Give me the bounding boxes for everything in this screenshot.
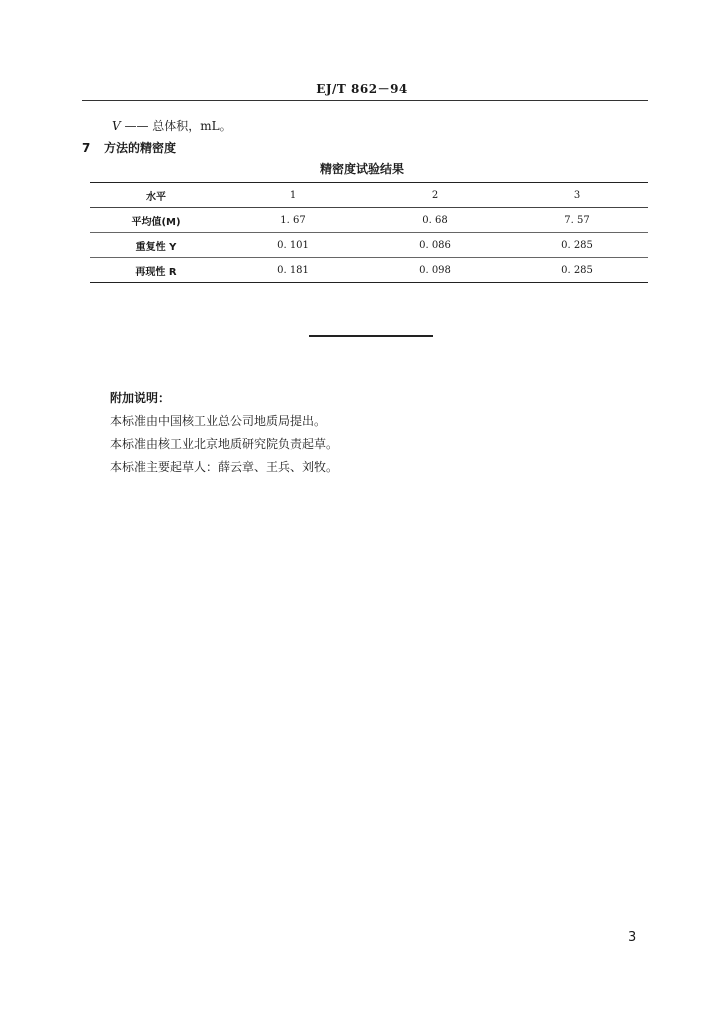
cell-mean-2: 0. 68 <box>364 208 506 233</box>
notes-line-authors: 本标准主要起草人：薛云章、王兵、刘牧。 <box>110 460 339 474</box>
table-caption: 精密度试验结果 <box>319 162 404 176</box>
header-divider <box>82 100 648 101</box>
standard-code-header: EJ/T 862－94 <box>316 82 408 96</box>
section-title: 方法的精密度 <box>104 141 177 155</box>
variable-description: —— 总体积，mL。 <box>120 119 232 133</box>
cell-repeatability-3: 0. 285 <box>506 233 648 258</box>
variable-definition <box>112 117 232 134</box>
notes-line-proposer: 本标准由中国核工业总公司地质局提出。 <box>110 414 327 428</box>
table-row-reproducibility <box>90 258 648 283</box>
section-number: 7 <box>82 141 91 155</box>
variable-symbol: V <box>112 119 121 133</box>
table-row-mean <box>90 208 648 233</box>
section-heading <box>82 139 176 156</box>
notes-title: 附加说明： <box>110 391 171 405</box>
page-number: 3 <box>628 930 637 945</box>
header-level-1: 1 <box>222 183 364 208</box>
notes-line-drafter: 本标准由核工业北京地质研究院负责起草。 <box>110 437 339 451</box>
cell-reproducibility-3: 0. 285 <box>506 258 648 283</box>
table-row-repeatability <box>90 233 648 258</box>
row-label-repeatability: 重复性 Y <box>90 233 222 258</box>
cell-reproducibility-1: 0. 181 <box>222 258 364 283</box>
row-label-reproducibility: 再现性 R <box>90 258 222 283</box>
cell-mean-3: 7. 57 <box>506 208 648 233</box>
cell-mean-1: 1. 67 <box>222 208 364 233</box>
additional-notes <box>110 387 338 479</box>
table-header-row <box>90 183 648 208</box>
cell-repeatability-1: 0. 101 <box>222 233 364 258</box>
header-level-2: 2 <box>364 183 506 208</box>
precision-results-table <box>90 182 648 283</box>
cell-reproducibility-2: 0. 098 <box>364 258 506 283</box>
row-label-mean: 平均值(M) <box>90 208 222 233</box>
header-level-3: 3 <box>506 183 648 208</box>
cell-repeatability-2: 0. 086 <box>364 233 506 258</box>
end-of-text-rule <box>309 335 433 337</box>
header-level: 水平 <box>90 183 222 208</box>
